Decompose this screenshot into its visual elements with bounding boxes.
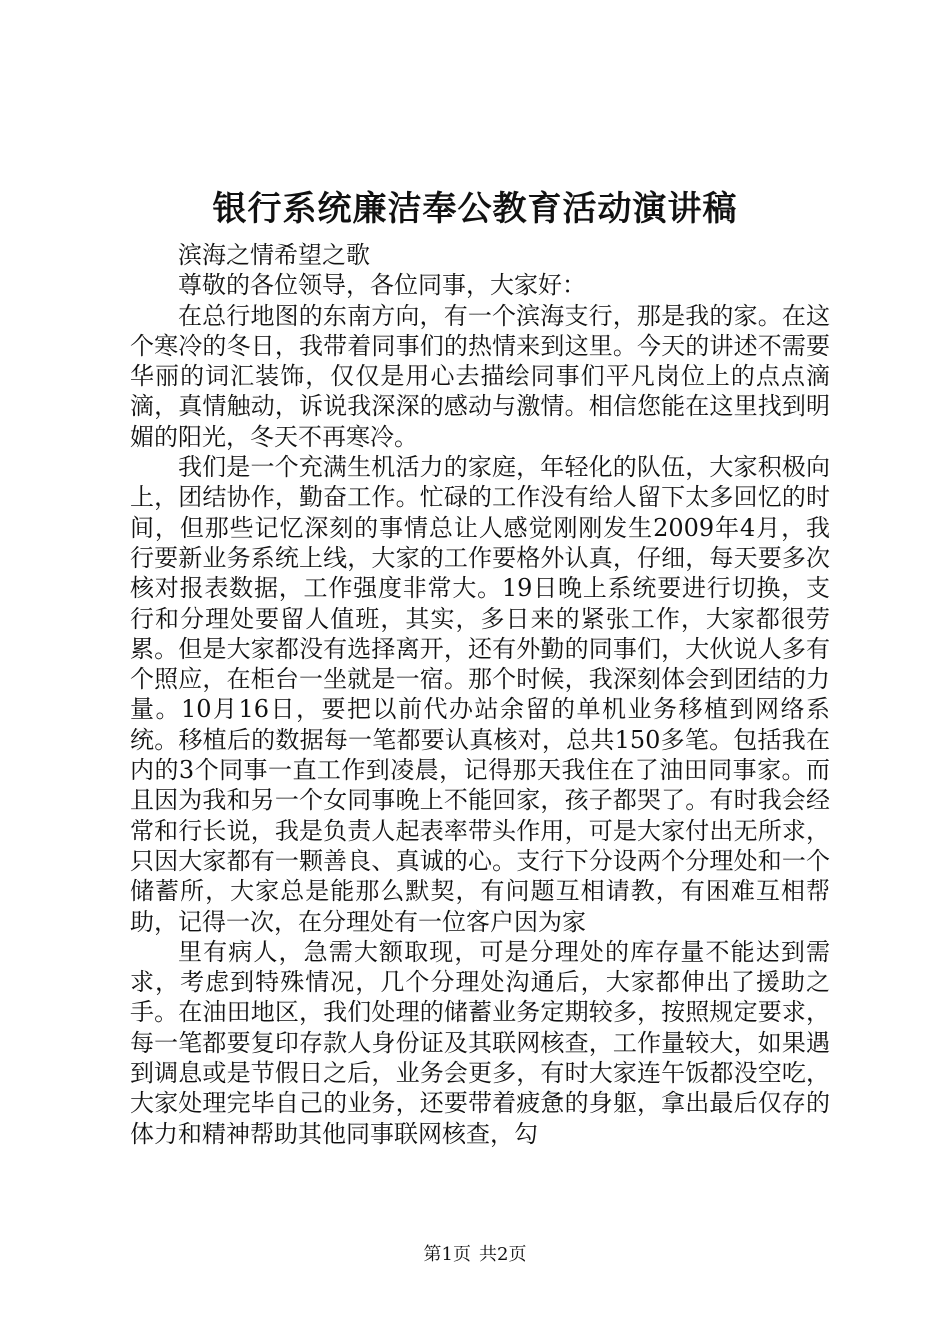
document-body: [130, 240, 830, 1149]
body-paragraph: 在总行地图的东南方向，有一个滨海支行，那是我的家。在这个寒冷的冬日，我带着同事们的热情来到这里。今天的讲述不需要华丽的词汇装饰，仅仅是用心去描绘同事们平凡岗位上的点点滴滴，真情触动，诉说我深深的感动与激情。相信您能在这里找到明媚的阳光，冬天不再寒冷。: [130, 301, 830, 451]
subtitle-paragraph: 滨海之情希望之歌: [178, 241, 370, 269]
page-total: 共2页: [479, 1244, 527, 1265]
greeting-paragraph: 尊敬的各位领导，各位同事，大家好：: [178, 271, 586, 300]
body-paragraph: 里有病人，急需大额取现，可是分理处的库存量不能达到需求，考虑到特殊情况，几个分理处沟通后，大家都伸出了援助之手。在油田地区，我们处理的储蓄业务定期较多，按照规定要求，每一笔都要复印存款人身份证及其联网核查，工作量较大，如果遇到调息或是节假日之后，业务会更多，有时大家连午饭都没空吃，大家处理完毕自己的业务，还要带着疲惫的身躯，拿出最后仅存的体力和精神帮助其他同事联网核查，勾: [130, 937, 830, 1148]
document-title: 银行系统廉洁奉公教育活动演讲稿: [212, 189, 738, 229]
page-number: 第1页: [423, 1244, 471, 1265]
page-footer: [0, 1243, 950, 1267]
body-paragraph: 我们是一个充满生机活力的家庭，年轻化的队伍，大家积极向上，团结协作，勤奋工作。忙碌的工作没有给人留下太多回忆的时间，但那些记忆深刻的事情总让人感觉刚刚发生2009年4月，我行要新业务系统上线，大家的工作要格外认真，仔细，每天要多次核对报表数据，工作强度非常大。19日晚上系统要进行切换，支行和分理处要留人值班，其实，多日来的紧张工作，大家都很劳累。但是大家都没有选择离开，还有外勤的同事们，大伙说人多有个照应，在柜台一坐就是一宿。那个时候，我深刻体会到团结的力量。10月16日，要把以前代办站余留的单机业务移植到网络系统。移植后的数据每一笔都要认真核对，总共150多笔。包括我在内的3个同事一直工作到凌晨，记得那天我住在了油田同事家。而且因为我和另一个女同事晚上不能回家，孩子都哭了。有时我会经常和行长说，我是负责人起表率带头作用，可是大家付出无所求，只因大家都有一颗善良、真诚的心。支行下分设两个分理处和一个储蓄所，大家总是能那么默契，有问题互相请教，有困难互相帮助，记得一次，在分理处有一位客户因为家: [130, 453, 830, 936]
